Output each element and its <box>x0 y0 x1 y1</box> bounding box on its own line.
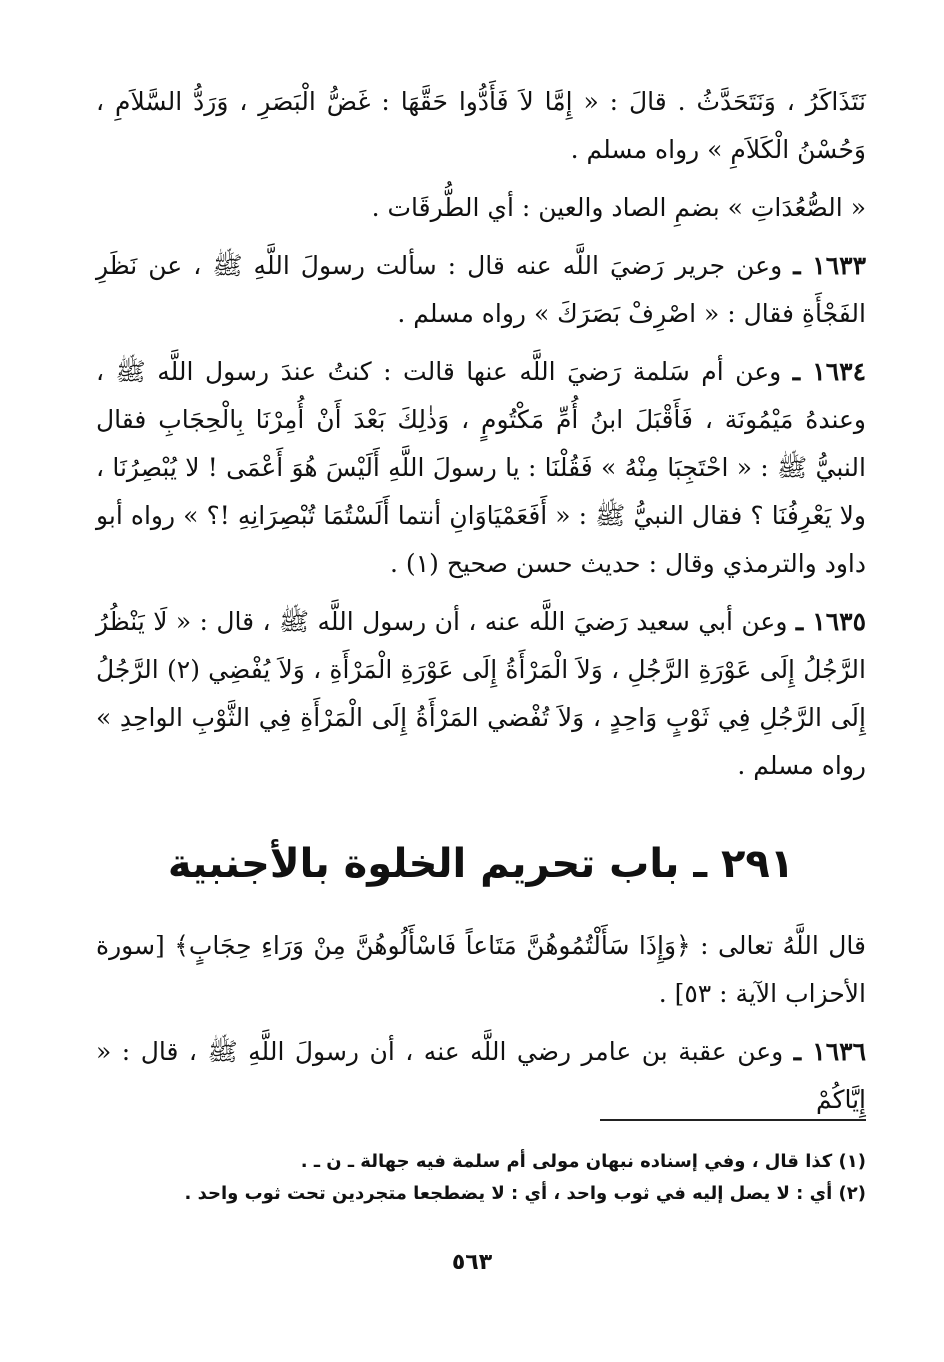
paragraph-continuation <box>96 78 866 174</box>
hadith-1636 <box>96 1028 866 1124</box>
hadith-1633 <box>96 242 866 338</box>
paragraph-text: « الصُّعُدَاتِ » بضمِ الصاد والعين : أي الطُّرقَات . <box>371 193 866 222</box>
hadith-number: ١٦٣٦ ـ <box>793 1037 867 1066</box>
footnotes <box>96 1146 866 1210</box>
page-body <box>96 78 866 1134</box>
footnote-divider <box>600 1119 866 1121</box>
hadith-text: وعن أبي سعيد رَضيَ اللَّه عنه ، أن رسول اللَّه ﷺ ، قال : « لَا يَنْظُرُ الرَّجُلُ إِلَى عَوْرَةِ الرَّجُلِ ، وَلاَ الْمَرْأَةُ إِلَى عَوْرَةِ الْمَرْأَةِ ، وَلاَ يُفْضِي (٢) الرَّجُلُ إِلَى الرَّجُلِ فِي ثَوْبٍ وَاحِدٍ ، وَلاَ تُفْضي المَرْأَةُ إِلَى الْمَرْأَةِ فِي الثَّوْبِ الواحِدِ » رواه مسلم . <box>96 607 866 780</box>
paragraph-gloss <box>96 184 866 232</box>
hadith-number: ١٦٣٤ ـ <box>792 357 866 386</box>
chapter-title: ٢٩١ ـ باب تحريم الخلوة بالأجنبية <box>167 841 795 887</box>
hadith-text: وعن عقبة بن عامر رضي اللَّه عنه ، أن رسولَ اللَّهِ ﷺ ، قال : « إِيَّاكُمْ <box>96 1037 866 1114</box>
footnote-2: (٢) أي : لا يصل إليه في ثوب واحد ، أي : لا يضطجعا متجردين تحت ثوب واحد . <box>184 1183 866 1204</box>
quran-verse-paragraph <box>96 922 866 1018</box>
page-number: ٥٦٣ <box>451 1250 493 1275</box>
hadith-number: ١٦٣٥ ـ <box>795 607 867 636</box>
hadith-text: وعن أم سَلمة رَضيَ اللَّه عنها قالت : كنتُ عندَ رسول اللَّه ﷺ ، وعندهُ مَيْمُونَة ، فَأَقْبَلَ ابنُ أُمِّ مَكْتُومٍ ، وَذٰلِكَ بَعْدَ أَنْ أُمِرْنَا بِالْحِجَابِ فقال النبيُّ ﷺ : « احْتَجِبَا مِنْهُ » فَقُلْنَا : يا رسولَ اللَّهِ أَلَيْسَ هُوَ أَعْمَى ! لا يُبْصِرُنَا ، ولا يَعْرِفُنَا ؟ فقال النبيُّ ﷺ : « أَفَعَمْيَاوَانِ أنتما أَلَسْتُمَا تُبْصِرَانِهِ !؟ » رواه أبو داود والترمذي وقال : حديث حسن صحيح (١) . <box>96 357 866 578</box>
hadith-1634 <box>96 348 866 588</box>
paragraph-text: نَتَذَاكَرُ ، وَنَتَحَدَّثُ . قالَ : « إِمَّا لاَ فَأَدُّوا حَقَّهَا : غَضُّ الْبَصَرِ ، وَرَدُّ السَّلاَمِ ، وَحُسْنُ الْكَلاَمِ » رواه مسلم . <box>96 87 866 164</box>
hadith-number: ١٦٣٣ ـ <box>793 251 867 280</box>
footnote-1: (١) كذا قال ، وفي إسناده نبهان مولى أم سلمة فيه جهالة ـ ن ـ . <box>300 1151 866 1172</box>
paragraph-text: قال اللَّهُ تعالى : ﴿وَإِذَا سَأَلْتُمُوهُنَّ مَتَاعاً فَاسْأَلُوهُنَّ مِنْ وَرَاءِ حِجَابٍ﴾ [سورة الأحزاب الآية : ٥٣] . <box>96 931 866 1008</box>
hadith-1635 <box>96 598 866 790</box>
hadith-text: وعن جرير رَضيَ اللَّه عنه قال : سألت رسولَ اللَّهِ ﷺ ، عن نَظَرِ الفَجْأَةِ فقال : « اصْرِفْ بَصَرَكَ » رواه مسلم . <box>96 251 866 328</box>
